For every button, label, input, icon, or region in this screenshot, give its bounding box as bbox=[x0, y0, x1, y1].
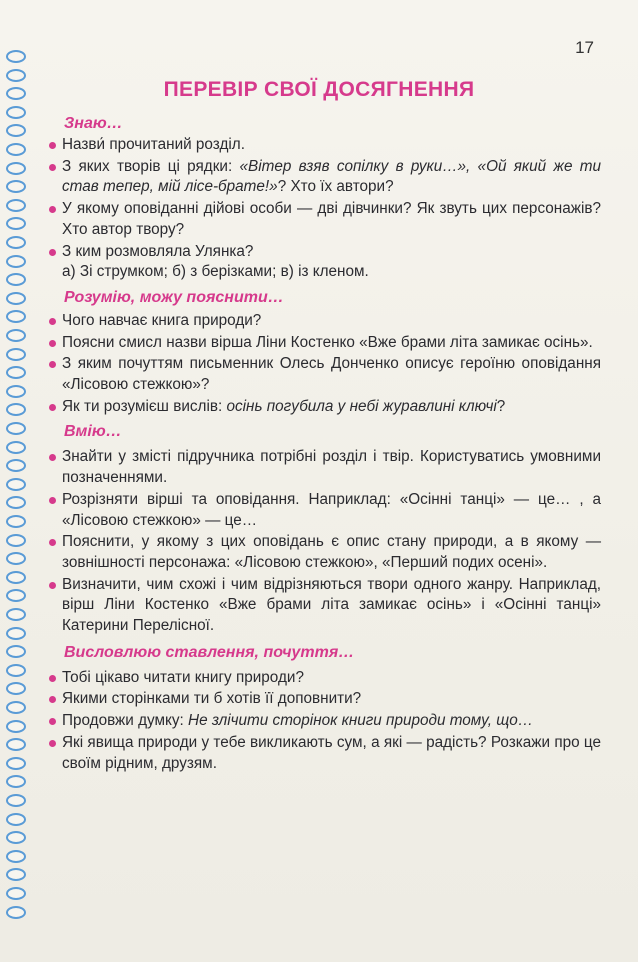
bullet-icon bbox=[49, 539, 56, 546]
item-text: Якими сторінками ти б хотів її доповнити? bbox=[62, 690, 362, 708]
item-quote: Не злічити сторінок книги природи тому, що… bbox=[188, 712, 534, 730]
item-text: Розрізняти вірші та оповідання. Наприклад: «Осінні танці» — це… , а «Лісовою стежкою» — це… bbox=[62, 490, 601, 529]
answer-options: а) Зі струмком; б) з берізками; в) із кленом. bbox=[62, 263, 369, 281]
list-item bbox=[49, 532, 601, 573]
binding-ring bbox=[6, 180, 26, 193]
item-text: Пояснити, у якому з цих оповідань є опис стану природи, а в якому — зовнішності персонажа: «Лісовою стежкою», «Перший подих осені». bbox=[62, 533, 601, 571]
binding-ring bbox=[6, 701, 26, 714]
binding-ring bbox=[6, 775, 26, 788]
section-list-can bbox=[49, 447, 601, 636]
item-text: З яких творів ці рядки: bbox=[62, 157, 240, 175]
bullet-icon bbox=[49, 740, 56, 747]
binding-ring bbox=[6, 217, 26, 230]
list-item bbox=[49, 490, 601, 531]
list-item bbox=[49, 135, 601, 156]
binding-ring bbox=[6, 459, 26, 472]
list-item bbox=[49, 711, 601, 732]
item-text-end: ? bbox=[496, 397, 506, 415]
bullet-icon bbox=[49, 404, 56, 411]
section-heading-know: Знаю… bbox=[64, 115, 123, 132]
list-item bbox=[49, 733, 601, 774]
binding-ring bbox=[6, 50, 26, 63]
list-item bbox=[49, 447, 601, 488]
item-text: Тобі цікаво читати книгу природи? bbox=[62, 668, 304, 686]
binding-ring bbox=[6, 906, 26, 919]
bullet-icon bbox=[49, 318, 56, 325]
binding-ring bbox=[6, 571, 26, 584]
binding-ring bbox=[6, 682, 26, 695]
bullet-icon bbox=[49, 497, 56, 504]
bullet-icon bbox=[49, 454, 56, 461]
bullet-icon bbox=[49, 340, 56, 347]
binding-ring bbox=[6, 143, 26, 156]
list-item bbox=[49, 575, 601, 637]
item-text: Визначити, чим схожі і чим відрізняються твори одного жанру. Наприклад, вірш Ліни Костенко «Вже брами літа замикає осінь» і «Осінні танці» Катерини Перелісної. bbox=[62, 575, 601, 635]
binding-ring bbox=[6, 422, 26, 435]
item-text: Знайти у змісті підручника потрібні розділ і твір. Користуватись умовними позначеннями. bbox=[62, 448, 601, 487]
bullet-icon bbox=[49, 164, 56, 171]
binding-ring bbox=[6, 534, 26, 547]
page-title: ПЕРЕВІР СВОЇ ДОСЯГНЕННЯ bbox=[163, 78, 475, 101]
binding-ring bbox=[6, 403, 26, 416]
binding-ring bbox=[6, 738, 26, 751]
binding-ring bbox=[6, 794, 26, 807]
item-text: Які явища природи у тебе викликають сум, а які — радість? Розкажи про це своїм рідним, друзям. bbox=[62, 733, 601, 772]
item-text: Продовжи думку: bbox=[62, 712, 189, 730]
binding-ring bbox=[6, 664, 26, 677]
spiral-binding bbox=[4, 50, 34, 930]
bullet-icon bbox=[49, 249, 56, 256]
list-item bbox=[49, 668, 601, 689]
binding-ring bbox=[6, 441, 26, 454]
binding-ring bbox=[6, 757, 26, 770]
binding-ring bbox=[6, 162, 26, 175]
binding-ring bbox=[6, 831, 26, 844]
section-list-attitude bbox=[49, 668, 601, 775]
item-text: З ким розмовляла Улянка? bbox=[62, 242, 254, 260]
binding-ring bbox=[6, 496, 26, 509]
binding-ring bbox=[6, 199, 26, 212]
item-text-end: ? Хто їх автори? bbox=[277, 178, 394, 196]
section-heading-attitude: Висловлюю ставлення, почуття… bbox=[64, 643, 355, 661]
binding-ring bbox=[6, 255, 26, 268]
section-heading-understand: Розумію, можу пояснити… bbox=[64, 288, 284, 306]
binding-ring bbox=[6, 645, 26, 658]
bullet-icon bbox=[49, 361, 56, 368]
binding-ring bbox=[6, 868, 26, 881]
bullet-icon bbox=[49, 206, 56, 213]
binding-ring bbox=[6, 720, 26, 733]
item-text: Поясни смисл назви вірша Ліни Костенко «Вже брами літа замикає осінь». bbox=[62, 333, 593, 351]
bullet-icon bbox=[49, 142, 56, 149]
item-quote: осінь погубила у небі журавлині ключі bbox=[226, 397, 497, 415]
item-text: Назви́ прочитаний розділ. bbox=[62, 136, 245, 153]
binding-ring bbox=[6, 292, 26, 305]
binding-ring bbox=[6, 478, 26, 491]
binding-ring bbox=[6, 124, 26, 137]
list-item bbox=[49, 333, 601, 354]
page-number: 17 bbox=[575, 38, 594, 57]
binding-ring bbox=[6, 310, 26, 323]
bullet-icon bbox=[49, 696, 56, 703]
item-text: У якому оповіданні дійові особи — дві дівчинки? Як звуть цих персонажів? Хто автор твору? bbox=[62, 200, 601, 238]
page-content bbox=[49, 113, 601, 774]
binding-ring bbox=[6, 236, 26, 249]
bullet-icon bbox=[49, 675, 56, 682]
binding-ring bbox=[6, 106, 26, 119]
binding-ring bbox=[6, 850, 26, 863]
list-item bbox=[49, 689, 601, 710]
item-text: З яким почуттям письменник Олесь Донченко описує героїню оповідання «Лісовою стежкою»? bbox=[62, 355, 601, 394]
bullet-icon bbox=[49, 718, 56, 725]
binding-ring bbox=[6, 887, 26, 900]
list-item bbox=[49, 242, 601, 283]
list-item bbox=[49, 354, 601, 395]
binding-ring bbox=[6, 348, 26, 361]
section-heading-can: Вмію… bbox=[64, 423, 122, 441]
binding-ring bbox=[6, 552, 26, 565]
list-item bbox=[49, 157, 601, 198]
list-item bbox=[49, 397, 601, 418]
item-quote: «Вітер взяв сопілку в руки…», «Ой який же ти став тепер, мій лісе-брате!» bbox=[62, 157, 601, 196]
binding-ring bbox=[6, 608, 26, 621]
section-list-know bbox=[49, 135, 601, 283]
item-text: Як ти розумієш вислів: bbox=[62, 397, 227, 415]
list-item bbox=[49, 311, 601, 332]
binding-ring bbox=[6, 813, 26, 826]
binding-ring bbox=[6, 515, 26, 528]
list-item bbox=[49, 199, 601, 240]
binding-ring bbox=[6, 366, 26, 379]
binding-ring bbox=[6, 385, 26, 398]
binding-ring bbox=[6, 627, 26, 640]
binding-ring bbox=[6, 329, 26, 342]
binding-ring bbox=[6, 273, 26, 286]
bullet-icon bbox=[49, 582, 56, 589]
binding-ring bbox=[6, 589, 26, 602]
item-text: Чого навчає книга природи? bbox=[62, 311, 262, 329]
section-list-understand bbox=[49, 311, 601, 418]
